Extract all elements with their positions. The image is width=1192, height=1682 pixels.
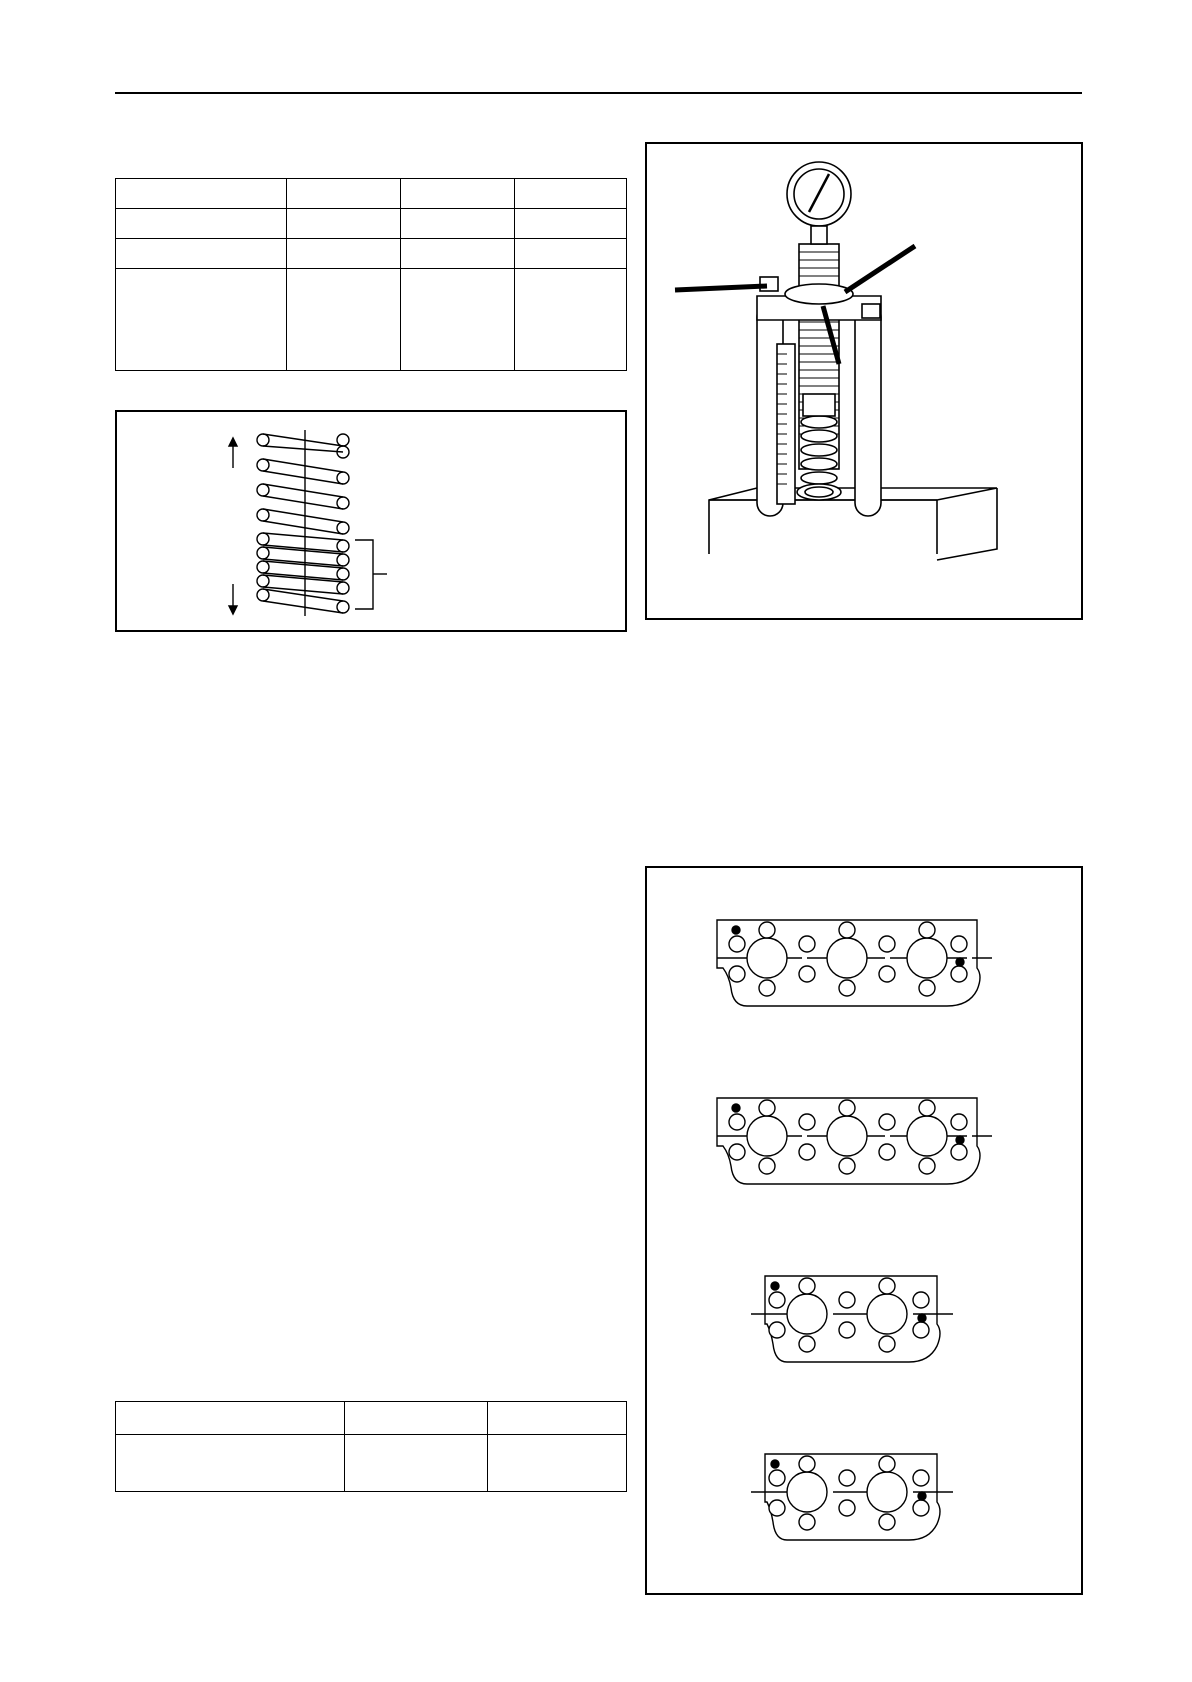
table-row bbox=[116, 239, 627, 269]
table-cell bbox=[116, 179, 287, 209]
table-cell bbox=[287, 209, 401, 239]
table-cell bbox=[345, 1402, 488, 1435]
table-cell bbox=[488, 1435, 627, 1492]
spring-tester-illustration bbox=[647, 144, 1085, 622]
right-handle bbox=[845, 246, 915, 292]
gasket-2cyl-a bbox=[751, 1276, 953, 1362]
table-cell bbox=[401, 209, 515, 239]
table-cell bbox=[515, 179, 627, 209]
table-cell bbox=[116, 209, 287, 239]
up-arrowhead-icon bbox=[229, 438, 237, 446]
table-cell bbox=[401, 179, 515, 209]
table-cell bbox=[515, 239, 627, 269]
gasket-3cyl-a bbox=[717, 920, 992, 1006]
table-cell bbox=[515, 209, 627, 239]
gasket-2cyl-b bbox=[751, 1454, 953, 1540]
gasket-3cyl-b bbox=[717, 1098, 992, 1184]
test-spring bbox=[801, 416, 837, 484]
table-cell bbox=[287, 239, 401, 269]
table-cell bbox=[116, 1435, 345, 1492]
valve-spring-diagram bbox=[117, 412, 629, 634]
table-cell bbox=[401, 239, 515, 269]
valve-spring-figure bbox=[115, 410, 627, 632]
table-cell bbox=[116, 269, 287, 371]
down-arrowhead-icon bbox=[229, 606, 237, 614]
narrow-pitch-bracket bbox=[355, 540, 373, 609]
spring-tester-figure bbox=[645, 142, 1083, 620]
table-row bbox=[116, 1402, 627, 1435]
right-pillar bbox=[855, 304, 881, 516]
gauge-stem bbox=[811, 226, 827, 244]
spring-coils-wide bbox=[257, 434, 349, 534]
table-cell bbox=[116, 1402, 345, 1435]
spec-table-top bbox=[115, 178, 627, 371]
crossbar-nut bbox=[785, 284, 853, 304]
plunger bbox=[803, 394, 835, 416]
gasket-figure bbox=[645, 866, 1083, 1595]
table-cell bbox=[515, 269, 627, 371]
table-row bbox=[116, 209, 627, 239]
table-row bbox=[116, 179, 627, 209]
left-handle bbox=[675, 286, 767, 290]
tester-base bbox=[709, 488, 997, 560]
table-cell bbox=[345, 1435, 488, 1492]
table-cell bbox=[287, 269, 401, 371]
cylinder-head-gasket-diagrams bbox=[647, 868, 1085, 1597]
right-bolt bbox=[862, 304, 880, 318]
table-cell bbox=[488, 1402, 627, 1435]
table-row bbox=[116, 1435, 627, 1492]
spring-coils-narrow bbox=[257, 533, 349, 613]
table-row bbox=[116, 269, 627, 371]
table-cell bbox=[401, 269, 515, 371]
spec-table-bottom bbox=[115, 1401, 627, 1492]
table-cell bbox=[116, 239, 287, 269]
table-cell bbox=[287, 179, 401, 209]
header-rule bbox=[115, 92, 1082, 94]
